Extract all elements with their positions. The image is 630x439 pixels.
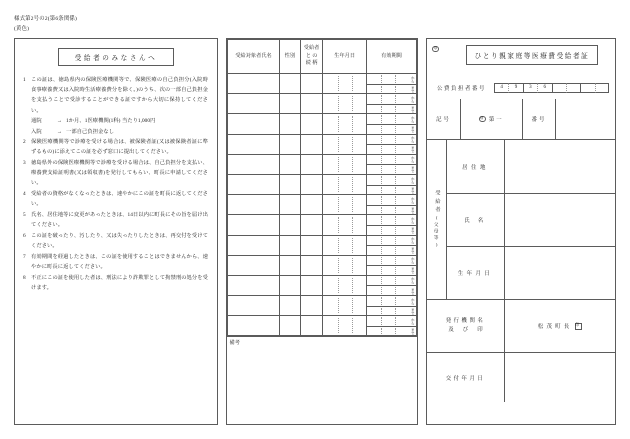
notice-title-wrap (15, 48, 217, 66)
period-to[interactable] (367, 104, 416, 114)
recipient-label-sub: (父母等) (434, 214, 440, 249)
period-from-keyword: から (411, 115, 416, 123)
public-expense-number-row (427, 83, 615, 93)
public-expense-digit[interactable]: 4 (494, 83, 508, 93)
cell-dob[interactable] (323, 215, 366, 235)
notice-item-text: この証を破ったり、汚したり、又は失ったりしたときは、再交付を受けてください。 (31, 232, 208, 249)
table-header-row (228, 40, 417, 74)
cell-dob[interactable] (323, 255, 366, 275)
cell-relation[interactable] (300, 235, 323, 255)
cell-dob[interactable] (323, 275, 366, 295)
recipients-table-panel (226, 38, 418, 425)
cell-name[interactable] (228, 275, 280, 295)
table-row[interactable] (228, 275, 417, 295)
certificate-grid (427, 99, 615, 424)
issuer-row (427, 299, 615, 352)
cell-period[interactable] (366, 316, 416, 336)
col-header-dob-text: 生年月日 (334, 52, 356, 59)
notice-item-number: 2 (23, 138, 26, 145)
col-header-name (228, 40, 280, 74)
cell-relation[interactable] (300, 134, 323, 154)
issue-date-field[interactable] (505, 353, 615, 402)
cell-sex[interactable] (279, 275, 300, 295)
issuer-value-cell (505, 300, 615, 352)
notice-item (23, 273, 208, 293)
period-inner (367, 316, 416, 335)
public-expense-digit[interactable] (552, 83, 566, 93)
col-header-relation-l3: 続 柄 (305, 60, 318, 67)
public-expense-digit[interactable]: 6 (537, 83, 551, 93)
notice-item-text: 有効期間を経過したときは、この証を使用することはできませんから、速やかに町長に返してください。 (31, 253, 208, 270)
kigou-value: 第一 (488, 117, 504, 123)
period-from-keyword: から (411, 216, 416, 224)
issue-date-row (427, 352, 615, 402)
cell-relation[interactable] (300, 74, 323, 94)
cell-sex[interactable] (279, 134, 300, 154)
period-from-value (367, 74, 409, 84)
notice-item-number: 3 (23, 159, 26, 166)
period-from-keyword: から (411, 176, 416, 183)
period-from-value (367, 276, 409, 286)
period-to-value (367, 286, 409, 295)
issuer-label-line1: 発行機関名 (445, 317, 486, 324)
cell-period[interactable] (366, 154, 416, 174)
period-inner (367, 74, 416, 93)
cell-dob[interactable] (323, 235, 366, 255)
cell-sex[interactable] (279, 195, 300, 215)
cell-period[interactable] (366, 215, 416, 235)
recipient-rows (447, 140, 615, 299)
col-header-sex (279, 40, 300, 74)
public-expense-digit[interactable]: 3 (523, 83, 537, 93)
cell-sex[interactable] (279, 316, 300, 336)
period-to-value (367, 105, 409, 114)
cell-relation[interactable] (300, 114, 323, 134)
cell-period[interactable] (366, 275, 416, 295)
certificate-title: ひとり親家庭等医療費受給者証 (466, 45, 599, 65)
notice-item (23, 210, 208, 230)
notice-item-number: 6 (23, 232, 26, 239)
period-to[interactable] (367, 185, 416, 195)
period-to-value (367, 206, 409, 215)
period-to[interactable] (367, 326, 416, 336)
issuer-label-line2: 及び印 (448, 327, 492, 333)
notice-sub-kind: 入院 (31, 128, 42, 135)
cell-name[interactable] (228, 235, 280, 255)
recipient-row-address (447, 140, 615, 193)
bangou-label: 番号 (522, 99, 555, 139)
cell-name[interactable] (228, 296, 280, 316)
period-to-keyword: まで (411, 126, 416, 133)
period-to-keyword: まで (411, 227, 416, 234)
issue-date-label: 交付年月日 (427, 353, 505, 402)
remarks-cell[interactable] (227, 336, 417, 418)
certificate-title-wrap (457, 45, 607, 65)
kigou-label: 記号 (436, 117, 451, 123)
cell-relation[interactable] (300, 255, 323, 275)
period-to[interactable] (367, 84, 416, 94)
remarks-label: 備考 (229, 340, 240, 347)
cell-period[interactable] (366, 114, 416, 134)
public-expense-digit[interactable]: 9 (508, 83, 522, 93)
notice-item-number: 5 (23, 211, 26, 218)
period-inner (367, 276, 416, 295)
period-to[interactable] (367, 164, 416, 174)
period-to-keyword: まで (411, 267, 416, 274)
bangou-value[interactable] (555, 99, 615, 139)
table-row[interactable] (228, 316, 417, 336)
period-inner (367, 135, 416, 154)
notice-item (23, 137, 208, 157)
kigou-circle-icon: 母 (479, 116, 486, 123)
cell-dob[interactable] (323, 114, 366, 134)
arrow-icon: → (56, 118, 63, 125)
cell-sex[interactable] (279, 296, 300, 316)
period-from-keyword: から (411, 136, 416, 143)
public-expense-number-boxes[interactable] (494, 83, 609, 93)
period-to-keyword: まで (411, 85, 416, 93)
cell-name[interactable] (228, 174, 280, 194)
notice-item (23, 75, 208, 116)
recipient-row-name (447, 193, 615, 246)
period-inner (367, 215, 416, 234)
period-from-value (367, 94, 409, 104)
period-from[interactable] (367, 135, 416, 145)
period-inner (367, 114, 416, 133)
issuer-name: 松茂町長 (537, 324, 573, 330)
col-header-period-text: 有効期間 (381, 52, 402, 59)
table-row[interactable] (228, 195, 417, 215)
notice-item-number: 4 (23, 190, 26, 197)
period-from[interactable] (367, 256, 416, 266)
period-to[interactable] (367, 124, 416, 134)
kigou-value-cell[interactable] (460, 99, 522, 139)
cell-sex[interactable] (279, 154, 300, 174)
period-from-keyword: から (411, 75, 416, 82)
table-row[interactable] (228, 154, 417, 174)
period-to-keyword: まで (411, 307, 416, 315)
notice-list (15, 75, 217, 293)
cell-sex[interactable] (279, 235, 300, 255)
cell-name[interactable] (228, 114, 280, 134)
certificate-body (427, 39, 615, 424)
period-to[interactable] (367, 306, 416, 316)
period-from-value (367, 215, 409, 225)
notice-panel (14, 38, 218, 425)
cell-sex[interactable] (279, 255, 300, 275)
col-header-dob (323, 40, 366, 74)
notice-item-number: 8 (23, 274, 26, 281)
cell-name[interactable] (228, 134, 280, 154)
cell-period[interactable] (366, 134, 416, 154)
table-row[interactable] (228, 134, 417, 154)
period-from[interactable] (367, 175, 416, 185)
table-row[interactable] (228, 74, 417, 94)
cell-dob[interactable] (323, 74, 366, 94)
period-from[interactable] (367, 276, 416, 286)
id-row (427, 99, 615, 139)
table-body (228, 74, 417, 336)
recipient-dob-field[interactable] (505, 247, 615, 299)
period-to-keyword: まで (411, 247, 416, 254)
cell-dob[interactable] (323, 174, 366, 194)
cell-name[interactable] (228, 94, 280, 114)
period-to[interactable] (367, 265, 416, 275)
recipient-block (427, 139, 615, 299)
col-header-relation-l2: と の (305, 52, 318, 59)
public-expense-digit[interactable] (595, 83, 609, 93)
period-to-value (367, 85, 409, 94)
period-from-value (367, 155, 409, 165)
notice-item (23, 189, 208, 209)
cell-relation[interactable] (300, 215, 323, 235)
notice-item-text: 受給者の資格がなくなったときは、速やかにこの証を町長に返してください。 (31, 190, 208, 208)
cell-relation[interactable] (300, 195, 323, 215)
period-to[interactable] (367, 144, 416, 154)
table-row[interactable] (228, 215, 417, 235)
cell-sex[interactable] (279, 114, 300, 134)
form-color: (黄色) (14, 26, 30, 33)
period-from-value (367, 135, 409, 145)
period-from[interactable] (367, 94, 416, 104)
cell-dob[interactable] (323, 296, 366, 316)
seal-icon: 印 (575, 323, 582, 330)
period-from-value (367, 316, 409, 326)
recipient-address-field[interactable] (505, 140, 615, 193)
cell-period[interactable] (366, 195, 416, 215)
period-to-value (367, 246, 409, 255)
period-from-value (367, 296, 409, 306)
cell-sex[interactable] (279, 215, 300, 235)
col-header-sex-text: 性別 (284, 52, 296, 59)
cell-relation[interactable] (300, 316, 323, 336)
period-from-keyword: から (411, 237, 416, 244)
arrow-icon: → (56, 128, 63, 135)
period-to-keyword: まで (411, 287, 416, 294)
period-from[interactable] (367, 195, 416, 205)
period-to-value (367, 145, 409, 154)
cell-name[interactable] (228, 215, 280, 235)
period-from-keyword: から (411, 297, 416, 305)
table-row[interactable] (228, 114, 417, 134)
corner-mark-text: 母 (432, 46, 439, 53)
notice-title: 受給者のみなさんへ (58, 48, 175, 66)
cell-name[interactable] (228, 255, 280, 275)
table-row[interactable] (228, 174, 417, 194)
period-inner (367, 195, 416, 214)
period-from-keyword: から (411, 196, 416, 204)
notice-item-text: 不正にこの証を使用した者は、刑法により詐欺罪として拘禁刑の処分を受けます。 (31, 274, 208, 291)
notice-sub-line (23, 127, 208, 137)
period-to-value (367, 165, 409, 174)
period-to[interactable] (367, 285, 416, 295)
notice-item-text: 氏名、居住地等に変更があったときは、14日以内に町長にその旨を届け出てください。 (31, 211, 208, 229)
cell-sex[interactable] (279, 174, 300, 194)
period-to-value (367, 125, 409, 134)
period-from[interactable] (367, 74, 416, 84)
table-head (228, 40, 417, 74)
cell-relation[interactable] (300, 275, 323, 295)
notice-item-number: 7 (23, 253, 26, 260)
period-inner (367, 256, 416, 275)
col-header-relation (300, 40, 323, 74)
col-header-period (366, 40, 416, 74)
notice-sub-line (23, 116, 208, 126)
table-row[interactable] (228, 296, 417, 316)
recipient-row-dob (447, 246, 615, 299)
cell-dob[interactable] (323, 134, 366, 154)
cell-period[interactable] (366, 296, 416, 316)
recipient-name-field[interactable] (505, 194, 615, 246)
period-from-keyword: から (411, 277, 416, 284)
period-inner (367, 155, 416, 174)
form-meta (14, 14, 77, 35)
form-number: 様式第2号の2(第6条関係) (14, 16, 77, 22)
period-to-keyword: まで (411, 166, 416, 173)
period-inner (367, 296, 416, 315)
public-expense-digit[interactable] (580, 83, 594, 93)
period-from[interactable] (367, 114, 416, 124)
period-to-keyword: まで (411, 105, 416, 113)
notice-item (23, 252, 208, 272)
table-row[interactable] (228, 255, 417, 275)
cell-name[interactable] (228, 195, 280, 215)
table-row[interactable] (228, 94, 417, 114)
period-to-value (367, 327, 409, 336)
period-from[interactable] (367, 155, 416, 165)
cell-dob[interactable] (323, 154, 366, 174)
cell-name[interactable] (228, 316, 280, 336)
period-from-value (367, 195, 409, 205)
period-from-keyword: から (411, 317, 416, 325)
period-to[interactable] (367, 225, 416, 235)
period-from[interactable] (367, 215, 416, 225)
corner-mark-icon (432, 43, 439, 52)
period-to-value (367, 266, 409, 275)
recipients-table (227, 39, 417, 336)
notice-sub-kind: 通院 (31, 118, 42, 125)
recipient-dob-label: 生年月日 (447, 247, 505, 299)
period-from[interactable] (367, 316, 416, 326)
cell-relation[interactable] (300, 154, 323, 174)
period-to[interactable] (367, 245, 416, 255)
cell-name[interactable] (228, 154, 280, 174)
cell-name[interactable] (228, 74, 280, 94)
cell-period[interactable] (366, 74, 416, 94)
col-header-name-text: 受給対象者氏名 (235, 52, 272, 59)
period-inner (367, 94, 416, 113)
period-to-value (367, 186, 409, 195)
notice-item-text: この証は、徳島県内の保険医療機関等で、保険医療の自己負担分(入院時食事療養費又は入院時生活療養費分を除く。)のうち、次の一部自己負担金を支払うことで受診することができる証ですから大切に保持してください。 (31, 77, 208, 114)
period-to-keyword: まで (411, 146, 416, 153)
notice-item-text: 徳島県外の保険医療機関等で診療を受ける場合は、自己負担分を支払い、療養費支給証明書(又は領収書)を発行してもらい、町長に申請してください。 (31, 159, 208, 187)
cell-period[interactable] (366, 94, 416, 114)
period-from[interactable] (367, 236, 416, 246)
period-from-value (367, 114, 409, 124)
period-from-value (367, 236, 409, 246)
period-to[interactable] (367, 205, 416, 215)
notice-sub-detail: 一部自己負担金なし (66, 128, 115, 135)
period-to-keyword: まで (411, 206, 416, 214)
notice-sub-detail: 1か月、1医療機関(1科) 当たり1,000円 (66, 118, 156, 125)
cell-dob[interactable] (323, 316, 366, 336)
period-to-value (367, 226, 409, 235)
table-row[interactable] (228, 235, 417, 255)
period-inner (367, 175, 416, 194)
period-from-value (367, 175, 409, 185)
cell-relation[interactable] (300, 296, 323, 316)
notice-item-number: 1 (23, 77, 26, 83)
recipient-label-main: 受給者 (434, 190, 441, 215)
period-inner (367, 236, 416, 255)
period-from-keyword: から (411, 257, 416, 264)
period-to-keyword: まで (411, 327, 416, 335)
cell-sex[interactable] (279, 94, 300, 114)
notice-item-text: 保険医療機関等で診療を受ける場合は、被保険者証(又は被保険者証に準ずるもの)に添えてこの証を必ず窓口に提出してください。 (31, 138, 208, 156)
period-from-value (367, 256, 409, 266)
recipient-address-label: 居住地 (447, 140, 505, 193)
public-expense-digit[interactable] (566, 83, 580, 93)
cell-dob[interactable] (323, 94, 366, 114)
notice-item (23, 231, 208, 251)
public-expense-number-label: 公費負担者番号 (437, 85, 486, 92)
recipient-vertical-label (427, 140, 447, 299)
recipient-name-label: 氏 名 (447, 194, 505, 246)
period-to-value (367, 307, 409, 316)
cell-relation[interactable] (300, 94, 323, 114)
cell-dob[interactable] (323, 195, 366, 215)
issuer-label (427, 300, 505, 352)
certificate-panel (426, 38, 616, 425)
period-from-keyword: から (411, 95, 416, 103)
cell-sex[interactable] (279, 74, 300, 94)
notice-item (23, 158, 208, 189)
kigou-value-inner (479, 115, 503, 123)
period-from[interactable] (367, 296, 416, 306)
cell-period[interactable] (366, 235, 416, 255)
cell-period[interactable] (366, 255, 416, 275)
cell-period[interactable] (366, 174, 416, 194)
col-header-relation-l1: 受給者 (303, 45, 320, 52)
period-from-keyword: から (411, 156, 416, 163)
cell-relation[interactable] (300, 174, 323, 194)
period-to-keyword: まで (411, 186, 416, 194)
